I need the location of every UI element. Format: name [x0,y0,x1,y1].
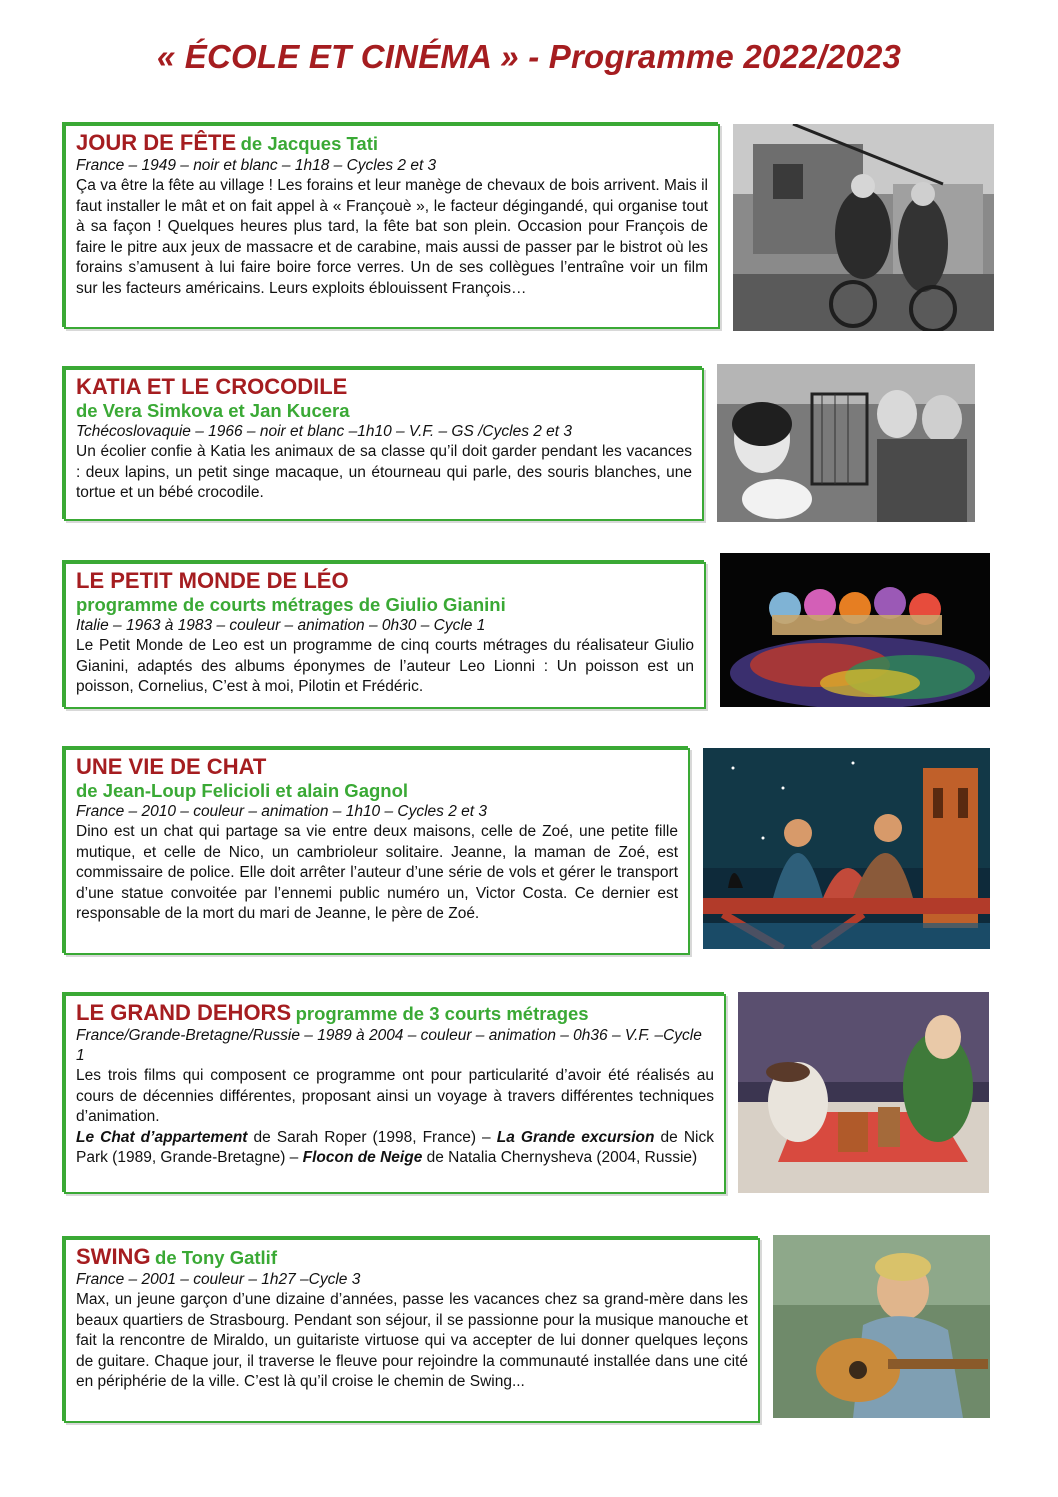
short-film-credit: de Natalia Chernysheva (2004, Russie) [422,1149,698,1167]
film-still-une-vie-de-chat [703,748,990,949]
film-still-petit-monde-leo [720,553,990,707]
film-still-katia [717,364,975,522]
film-synopsis: Les trois films qui composent ce programme ont pour particularité d’avoir été réalisés au cours de décennies différentes, proposant ainsi un voyage à travers différentes techniques d’animation. [76,1067,714,1126]
film-title: UNE VIE DE CHAT [76,754,267,779]
film-synopsis: Ça va être la fête au village ! Les forains et leur manège de chevaux de bois arrivent. Mais il faut installer le mât et on fait appel à « Françouè », le facteur dégingandé, qui organise tout à sa façon ! Quelques heures plus tard, la fête bat son plein. Occasion pour François de faire le pitre aux jeux de massacre et de carabine, mais aussi de passer par le bistrot où les forains s’amusent à lui faire boire force verres. Un de ses collègues l’entraîne voir un film sur les facteurs américains. Leurs exploits éblouissent François… [76,177,708,297]
film-card-katia [62,366,702,519]
film-card-jour-de-fete [62,122,718,327]
film-still-grand-dehors [738,992,989,1193]
page-title: « ÉCOLE ET CINÉMA » - Programme 2022/2023 [156,38,902,75]
short-film-title: Flocon de Neige [302,1149,423,1167]
film-card-petit-monde-leo [62,560,704,707]
film-director: de Jacques Tati [240,133,379,154]
short-film-credit: de Sarah Roper (1998, France) – [247,1128,497,1146]
film-title: JOUR DE FÊTE [76,130,237,155]
film-meta: Italie – 1963 à 1983 – couleur – animation – 0h30 – Cycle 1 [76,617,486,634]
short-film-credit: de Nick Park (1989, Grande-Bretagne) – [76,1128,714,1167]
film-still-jour-de-fete [733,124,994,331]
short-film-title: La Grande excursion [496,1128,655,1146]
film-meta: France/Grande-Bretagne/Russie – 1989 à 2004 – couleur – animation – 0h36 – V.F. –Cycle 1 [76,1027,702,1064]
film-synopsis: Un écolier confie à Katia les animaux de sa classe qu’il doit garder pendant les vacances : deux lapins, un petit singe macaque, un étourneau qui parle, des souris blanches, une tortue et un bébé crocodile. [76,443,692,502]
film-director: programme de courts métrages de Giulio Gianini [76,594,506,615]
film-credits [76,1128,714,1169]
film-title: KATIA ET LE CROCODILE [76,374,348,399]
film-card-une-vie-de-chat [62,746,688,953]
film-still-swing [773,1235,990,1418]
film-title: LE PETIT MONDE DE LÉO [76,568,349,593]
film-director: de Vera Simkova et Jan Kucera [76,400,350,421]
film-card-grand-dehors [62,992,724,1192]
film-synopsis: Dino est un chat qui partage sa vie entre deux maisons, celle de Zoé, une petite fille mutique, et celle de Nico, un cambrioleur solitaire. Jeanne, la maman de Zoé, est commissaire de police. Elle doit arrêter l’auteur d’une série de vols et gérer le transport d’une statue convoitée par l’ennemi public numéro un, Victor Costa. Ce dernier est responsable de la mort du mari de Jeanne, le père de Zoé. [76,823,678,923]
film-meta: France – 2001 – couleur – 1h27 –Cycle 3 [76,1271,361,1288]
film-card-swing [62,1236,758,1421]
film-director: de Jean-Loup Felicioli et alain Gagnol [76,780,409,801]
film-director: programme de 3 courts métrages [295,1003,589,1024]
film-synopsis: Le Petit Monde de Leo est un programme de cinq courts métrages du réalisateur Giulio Gianini, adaptés des albums éponymes de l’auteur Leo Lionni : Un poisson est un poisson, Cornelius, C’est à moi, Pilotin et Frédéric. [76,637,694,696]
short-film-title: Le Chat d’appartement [76,1128,248,1146]
film-meta: France – 1949 – noir et blanc – 1h18 – Cycles 2 et 3 [76,157,437,174]
film-meta: France – 2010 – couleur – animation – 1h10 – Cycles 2 et 3 [76,803,488,820]
film-title: LE GRAND DEHORS [76,1000,292,1025]
film-title: SWING [76,1244,151,1269]
film-director: de Tony Gatlif [155,1247,277,1268]
film-synopsis: Max, un jeune garçon d’une dizaine d’années, passe les vacances chez sa grand-mère dans les beaux quartiers de Strasbourg. Pendant son séjour, il se passionne pour la musique manouche et fait la rencontre de Miraldo, un guitariste virtuose qui va accepter de lui donner quelques leçons de guitare. Chaque jour, il traverse le fleuve pour rejoindre la communauté installée dans une cité en périphérie de la ville. C’est là qu’il croise le chemin de Swing... [76,1291,748,1391]
film-meta: Tchécoslovaquie – 1966 – noir et blanc –1h10 – V.F. – GS /Cycles 2 et 3 [76,423,573,440]
